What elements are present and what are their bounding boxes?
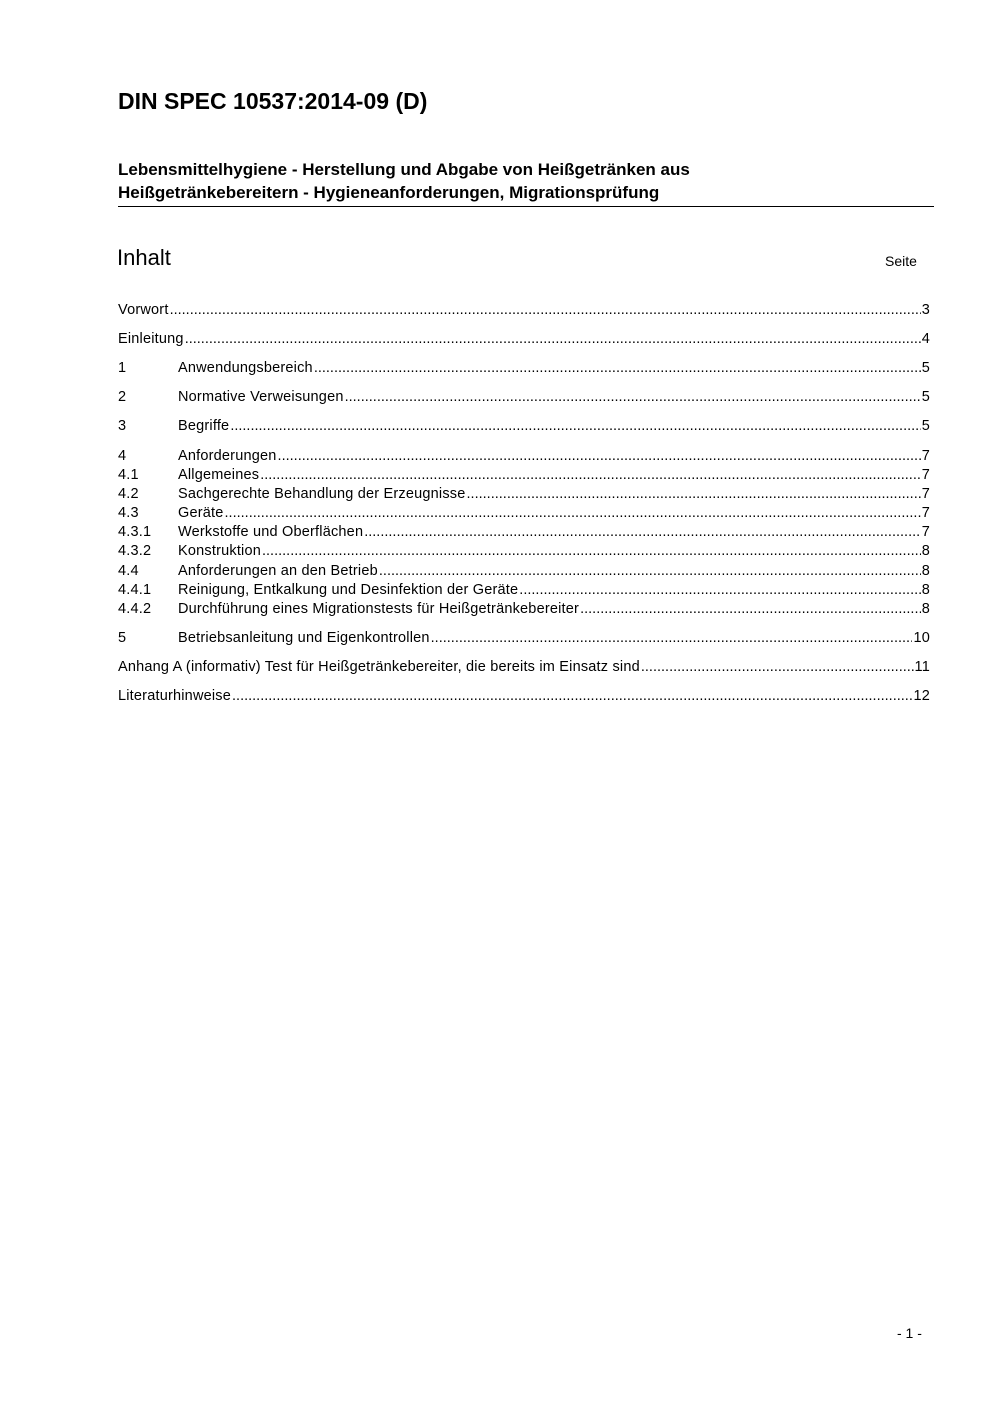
toc-entry-number: 4.1 (118, 467, 139, 483)
toc-entry-number: 4.4.2 (118, 601, 152, 617)
toc-entry[interactable] (118, 467, 930, 486)
toc-page-column-heading: Seite (885, 253, 917, 269)
toc-dot-leader (364, 524, 921, 540)
toc-entry-label: Betriebsanleitung und Eigenkontrollen (178, 630, 430, 646)
toc-dot-leader (225, 505, 921, 521)
toc-entry-number: 1 (118, 360, 127, 376)
toc-entry[interactable] (118, 563, 930, 582)
toc-entry[interactable] (118, 302, 930, 321)
toc-dot-leader (278, 448, 921, 464)
toc-dot-leader (580, 601, 921, 617)
toc-entry-label: Anwendungsbereich (178, 360, 313, 376)
toc-entry[interactable] (118, 389, 930, 408)
toc-dot-leader (262, 543, 921, 559)
toc-entry[interactable] (118, 505, 930, 524)
toc-entry-label: Allgemeines (178, 467, 260, 483)
toc-entry[interactable] (118, 688, 930, 707)
toc-entry-number: 2 (118, 389, 127, 405)
toc-entry[interactable] (118, 331, 930, 350)
toc-entry-number: 3 (118, 418, 127, 434)
toc-entry-number: 4.3.2 (118, 543, 152, 559)
toc-entry[interactable] (118, 360, 930, 379)
subtitle-line-2: Heißgetränkebereitern - Hygieneanforderungen, Migrationsprüfung (118, 183, 660, 202)
toc-entry-label: Anforderungen (178, 448, 277, 464)
toc-entry-label: Anforderungen an den Betrieb (178, 563, 378, 579)
toc-entry-number: 4.4 (118, 563, 139, 579)
toc-entry-number: 4.3 (118, 505, 139, 521)
toc-dot-leader (519, 582, 920, 598)
document-title: DIN SPEC 10537:2014-09 (D) (118, 88, 428, 114)
toc-dot-leader (641, 659, 914, 675)
toc-entry[interactable] (118, 543, 930, 562)
toc-entry-number: 4.2 (118, 486, 139, 502)
toc-dot-leader (230, 418, 920, 434)
toc-entry-page: 7 (921, 524, 930, 540)
toc-entry[interactable] (118, 418, 930, 437)
toc-entry-page: 8 (921, 563, 930, 579)
toc-dot-leader (260, 467, 921, 483)
toc-dot-leader (185, 331, 921, 347)
toc-entry-number: 4.4.1 (118, 582, 152, 598)
toc-entry-label: Geräte (178, 505, 224, 521)
toc-entry-number: 4.3.1 (118, 524, 152, 540)
toc-entry[interactable] (118, 448, 930, 467)
toc-entry-label: Literaturhinweise (118, 688, 232, 704)
toc-dot-leader (170, 302, 921, 318)
toc-dot-leader (232, 688, 912, 704)
toc-dot-leader (467, 486, 921, 502)
toc-entry-page: 7 (921, 448, 930, 464)
subtitle-line-1: Lebensmittelhygiene - Herstellung und Abgabe von Heißgetränken aus (118, 160, 690, 179)
toc-dot-leader (314, 360, 921, 376)
toc-entry-page: 4 (921, 331, 930, 347)
toc-entry-page: 5 (921, 360, 930, 376)
toc-entry-number: 5 (118, 630, 127, 646)
toc-entry-page: 10 (913, 630, 930, 646)
toc-entry-page: 5 (921, 418, 930, 434)
toc-entry-page: 3 (921, 302, 930, 318)
toc-entry-label: Durchführung eines Migrationstests für Heißgetränkebereiter (178, 601, 580, 617)
toc-entry-label: Vorwort (118, 302, 169, 318)
toc-entry[interactable] (118, 486, 930, 505)
toc-entry-label: Sachgerechte Behandlung der Erzeugnisse (178, 486, 466, 502)
toc-entry-page: 8 (921, 601, 930, 617)
toc-entry[interactable] (118, 601, 930, 620)
toc-entry-page: 7 (921, 486, 930, 502)
toc-heading: Inhalt (117, 245, 171, 270)
toc-dot-leader (345, 389, 921, 405)
toc-dot-leader (431, 630, 913, 646)
toc-entry-label: Werkstoffe und Oberflächen (178, 524, 364, 540)
toc-entry[interactable] (118, 582, 930, 601)
toc-entry-page: 5 (921, 389, 930, 405)
toc-entry-label: Begriffe (178, 418, 230, 434)
table-of-contents (118, 0, 930, 720)
toc-entry-label: Einleitung (118, 331, 184, 347)
toc-entry-page: 8 (921, 582, 930, 598)
page-number: - 1 - (897, 1325, 922, 1341)
toc-entry-page: 7 (921, 467, 930, 483)
toc-entry[interactable] (118, 659, 930, 678)
toc-entry-page: 11 (914, 659, 930, 675)
toc-entry-label: Normative Verweisungen (178, 389, 344, 405)
toc-entry-page: 12 (913, 688, 930, 704)
toc-dot-leader (379, 563, 921, 579)
toc-entry-page: 7 (921, 505, 930, 521)
toc-entry-page: 8 (921, 543, 930, 559)
toc-entry-number: 4 (118, 448, 127, 464)
toc-entry[interactable] (118, 524, 930, 543)
toc-entry-label: Anhang A (informativ) Test für Heißgetränkebereiter, die bereits im Einsatz sind (118, 659, 640, 675)
toc-entry-label: Reinigung, Entkalkung und Desinfektion der Geräte (178, 582, 519, 598)
toc-entry[interactable] (118, 630, 930, 649)
toc-entry-label: Konstruktion (178, 543, 261, 559)
